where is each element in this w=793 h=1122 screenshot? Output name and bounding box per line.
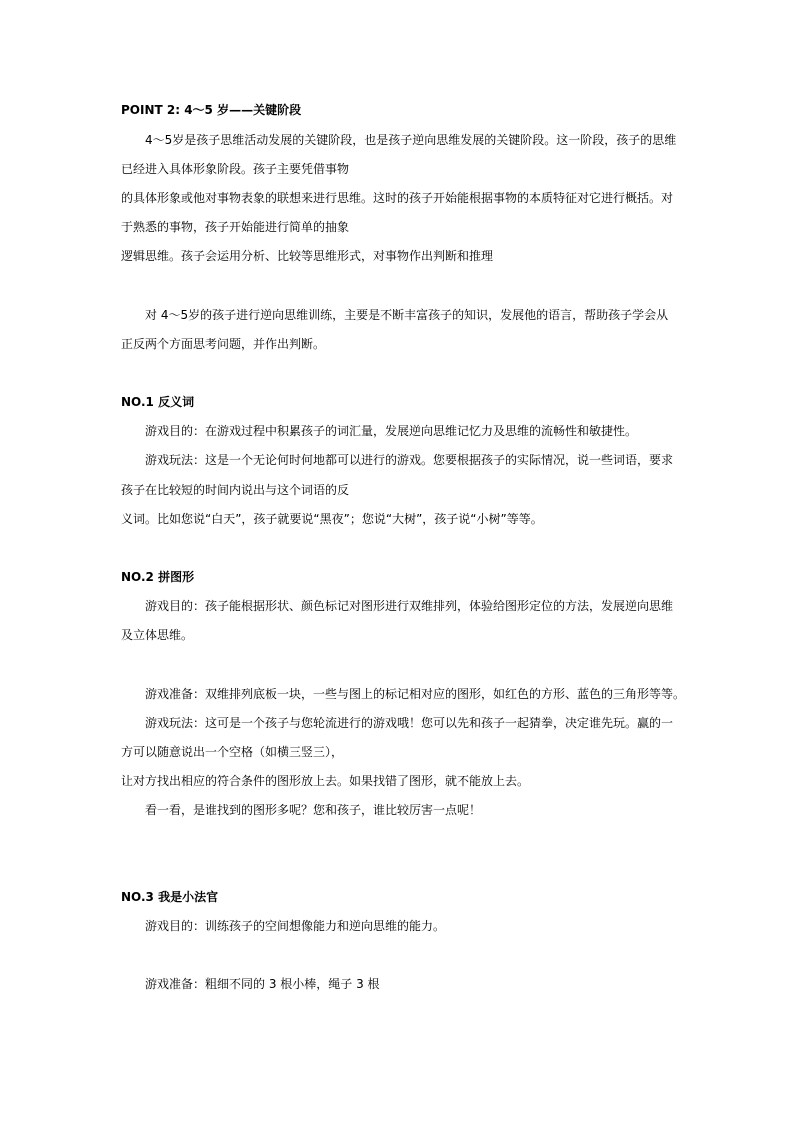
section-heading-point2: POINT 2: 4～5 岁——关键阶段 [121, 103, 302, 117]
game-goal-line: 游戏目的：孩子能根据形状、颜色标记对图形进行双维排列，体验给图形定位的方法，发展逆向思维 [145, 599, 674, 613]
paragraph-line: 于熟悉的事物，孩子开始能进行简单的抽象 [121, 220, 350, 234]
game-goal-line: 及立体思维。 [121, 628, 194, 642]
paragraph-line: 对 4～5岁的孩子进行逆向思维训练，主要是不断丰富孩子的知识，发展他的语言，帮助孩子学会从 [145, 308, 669, 322]
section-heading-no1: NO.1 反义词 [121, 395, 195, 409]
section-heading-no2: NO.2 拼图形 [121, 570, 195, 584]
paragraph-line: 已经进入具体形象阶段。孩子主要凭借事物 [121, 162, 350, 176]
game-play-line: 义词。比如您说“白天”，孩子就要说“黑夜”；您说“大树”，孩子说“小树”等等。 [121, 512, 543, 526]
paragraph-line: 4～5岁是孩子思维活动发展的关键阶段，也是孩子逆向思维发展的关键阶段。这一阶段，孩子的思维 [145, 133, 677, 147]
game-play-line: 方可以随意说出一个空格（如横三竖三）， [121, 745, 344, 759]
game-goal: 游戏目的：训练孩子的空间想像能力和逆向思维的能力。 [145, 919, 446, 933]
game-play-line: 游戏玩法：这可是一个孩子与您轮流进行的游戏哦！您可以先和孩子一起猜拳，决定谁先玩。赢的一 [145, 716, 674, 730]
game-play-line: 让对方找出相应的符合条件的图形放上去。如果找错了图形，就不能放上去。 [121, 774, 530, 788]
game-prep: 游戏准备：粗细不同的 3 根小棒，绳子 3 根 [145, 977, 380, 991]
paragraph-line: 逻辑思维。孩子会运用分析、比较等思维形式，对事物作出判断和推理 [121, 249, 494, 263]
paragraph-line: 正反两个方面思考问题，并作出判断。 [121, 337, 326, 351]
section-heading-no3: NO.3 我是小法官 [121, 890, 219, 904]
game-play-line: 孩子在比较短的时间内说出与这个词语的反 [121, 483, 350, 497]
game-prep: 游戏准备：双维排列底板一块，一些与图上的标记相对应的图形，如红色的方形、蓝色的三角形等等。 [145, 687, 686, 701]
paragraph-line: 的具体形象或他对事物表象的联想来进行思维。这时的孩子开始能根据事物的本质特征对它进行概括。对 [121, 191, 674, 205]
game-goal: 游戏目的：在游戏过程中积累孩子的词汇量，发展逆向思维记忆力及思维的流畅性和敏捷性。 [145, 424, 638, 438]
game-play-line: 游戏玩法：这是一个无论何时何地都可以进行的游戏。您要根据孩子的实际情况，说一些词语，要求 [145, 453, 674, 467]
game-closing: 看一看，是谁找到的图形多呢？您和孩子，谁比较厉害一点呢！ [145, 803, 482, 817]
